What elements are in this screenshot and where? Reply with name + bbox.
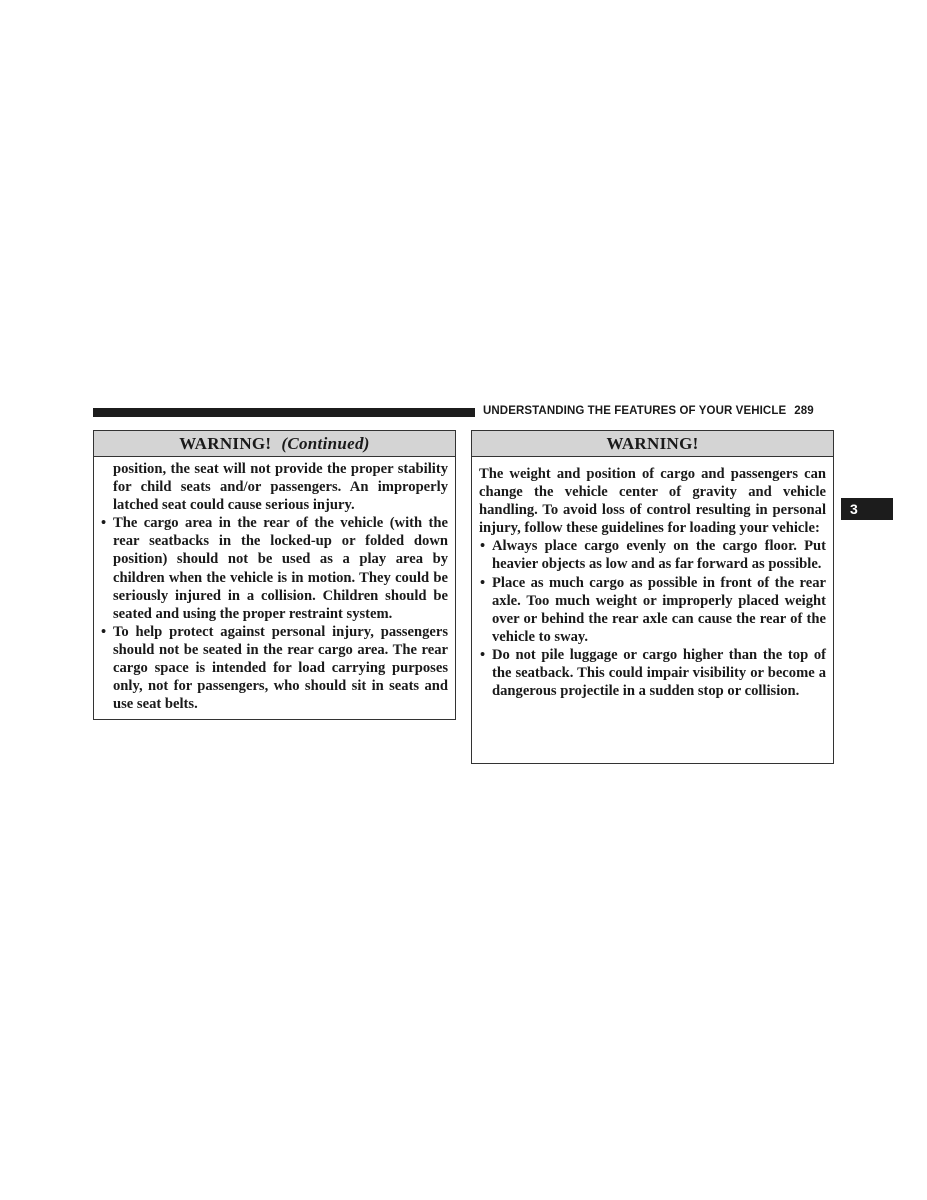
warning-box-continued <box>93 430 456 720</box>
warning-header <box>472 431 833 457</box>
page-number: 289 <box>794 405 814 417</box>
warning-header <box>94 431 455 457</box>
warning-body <box>94 457 455 713</box>
list-item-text: To help protect against personal injury, passengers should not be seated in the rear cargo area. The rear cargo space is intended for load carrying purposes only, not for passengers, who should sit in seats and use seat belts. <box>113 623 448 713</box>
header-rule <box>93 408 475 417</box>
list-item <box>479 646 826 700</box>
bullet-icon: • <box>480 538 486 555</box>
chapter-tab: 3 <box>841 498 893 520</box>
warning-intro: position, the seat will not provide the proper stability for child seats and/or passengers. An improperly latched seat could cause serious injury. <box>113 461 448 514</box>
bullet-icon: • <box>480 646 486 663</box>
list-item <box>479 574 826 646</box>
list-item <box>100 514 448 623</box>
warning-continued-label: (Continued) <box>281 433 370 453</box>
warning-box-cargo <box>471 430 834 764</box>
list-item <box>479 537 826 573</box>
running-header <box>483 405 835 417</box>
warning-title: WARNING! <box>179 433 272 453</box>
bullet-icon: • <box>480 574 486 591</box>
warning-body <box>472 457 833 700</box>
bullet-icon: • <box>101 515 107 532</box>
list-item-text: Always place cargo evenly on the cargo floor. Put heavier objects as low and as far forward as possible. <box>492 538 826 573</box>
list-item-text: The cargo area in the rear of the vehicle (with the rear seatbacks in the locked-up or folded down position) should not be used as a play area by children when the vehicle is in motion. They could be seriously injured in a collision. Children should be seated and using the proper restraint system. <box>113 515 448 622</box>
list-item-text: Do not pile luggage or cargo higher than the top of the seatback. This could impair visibility or become a dangerous projectile in a sudden stop or collision. <box>492 646 826 700</box>
warning-intro: The weight and position of cargo and passengers can change the vehicle center of gravity and vehicle handling. To avoid loss of control resulting in personal injury, follow these guidelines for loading your vehicle: <box>479 466 826 537</box>
warning-title: WARNING! <box>606 433 699 453</box>
section-title: UNDERSTANDING THE FEATURES OF YOUR VEHICLE <box>483 405 787 417</box>
list-item-text: Place as much cargo as possible in front of the rear axle. Too much weight or improperly placed weight over or behind the rear axle can cause the rear of the vehicle to sway. <box>492 574 826 645</box>
bullet-icon: • <box>101 623 107 640</box>
list-item <box>100 623 448 713</box>
